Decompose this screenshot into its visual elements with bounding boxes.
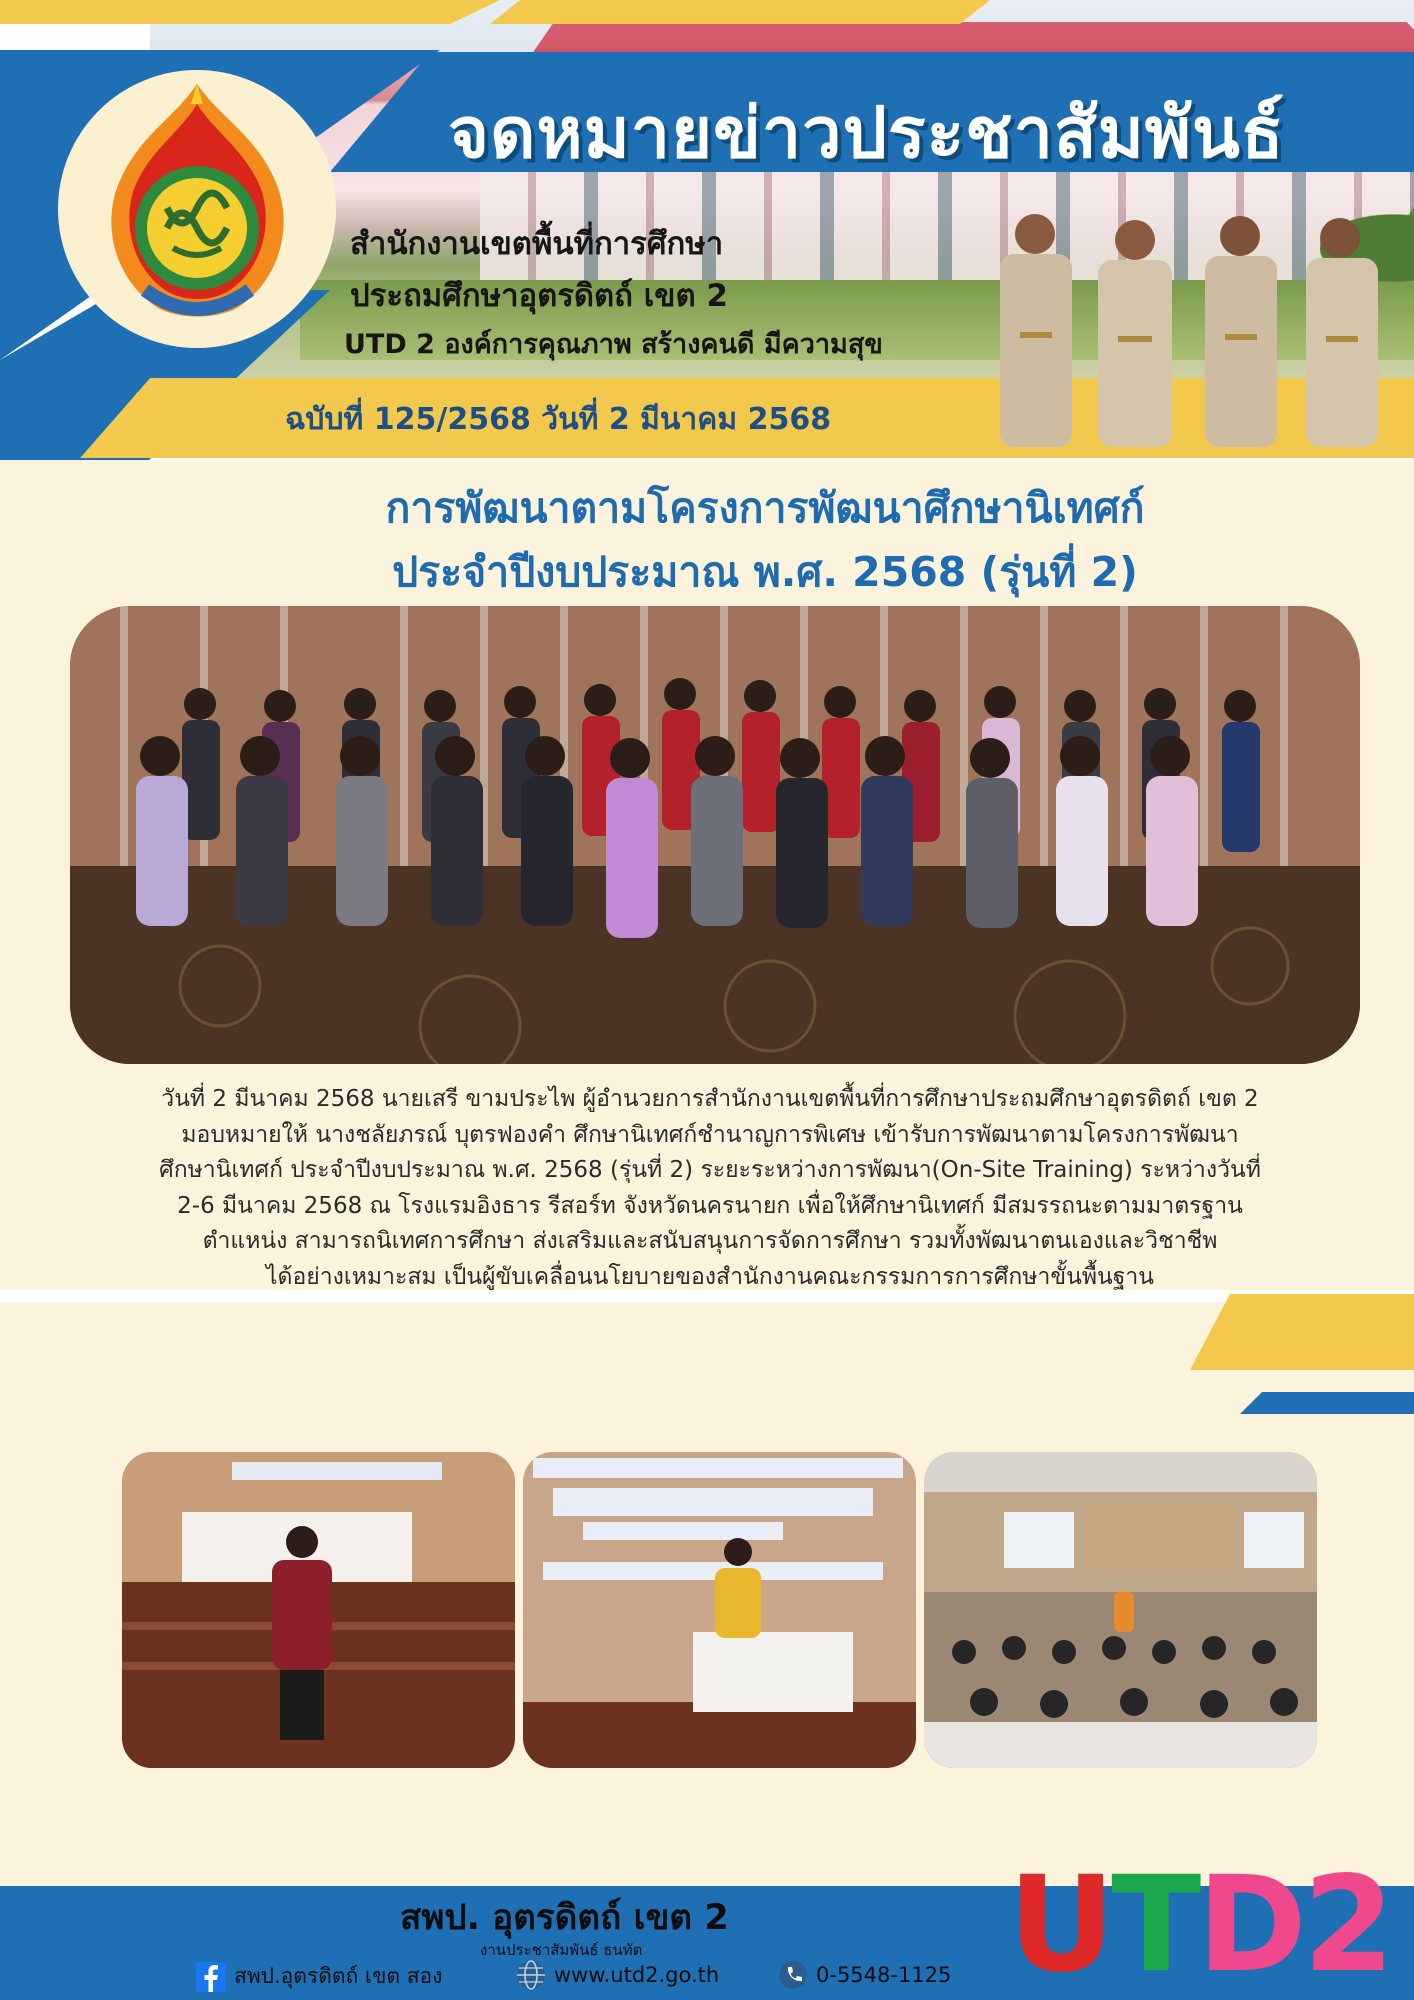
svg-text:UTD2: UTD2 (1008, 1848, 1391, 1998)
website-link[interactable] (516, 1960, 719, 1990)
body-line: ได้อย่างเหมาะสม เป็นผู้ขับเคลื่อนนโยบายของสำนักงานคณะกรรมการการศึกษาขั้นพื้นฐาน (265, 1263, 1155, 1290)
globe-icon (516, 1960, 546, 1990)
body-line: ตำแหน่ง สามารถนิเทศการศึกษา ส่งเสริมและสนับสนุนการจัดการศึกษา รวมทั้งพัฒนาตนเองและวิชาชีพ (202, 1228, 1218, 1254)
org-name-line2: ประถมศึกษาอุตรดิตถ์ เขต 2 (350, 278, 728, 314)
main-group-photo (70, 606, 1360, 1064)
body-line: วันที่ 2 มีนาคม 2568 นายเสรี ขามประไพ ผู้อำนวยการสำนักงานเขตพื้นที่การศึกษาประถมศึกษาอุตรดิตถ์ เขต 2 (161, 1086, 1259, 1112)
body-line: ศึกษานิเทศก์ ประจำปีงบประมาณ พ.ศ. 2568 (รุ่นที่ 2) ระยะระหว่างการพัฒนา(On-Site Training) ระหว่างวันที่ (159, 1157, 1261, 1183)
body-line: 2-6 มีนาคม 2568 ณ โรงแรมอิงธาร รีสอร์ท จังหวัดนครนายก เพื่อให้ศึกษานิเทศก์ มีสมรรถนะตามมาตรฐาน (177, 1192, 1243, 1219)
body-line: มอบหมายให้ นางชลัยภรณ์ บุตรฟองคำ ศึกษานิเทศก์ชำนาญการพิเศษ เข้ารับการพัฒนาตามโครงการพัฒนา (181, 1121, 1239, 1148)
facebook-icon (196, 1962, 226, 1992)
headline-line2: ประจำปีงบประมาณ พ.ศ. 2568 (รุ่นที่ 2) (392, 548, 1138, 596)
footer-org-name: สพป. อุตรดิตถ์ เขต 2 (400, 1898, 729, 1938)
slogan: UTD 2 องค์การคุณภาพ สร้างคนดี มีความสุข (344, 329, 883, 360)
activity-photo-3 (924, 1452, 1317, 1768)
lower-decoration (0, 1290, 1414, 1430)
footer-credit: งานประชาสัมพันธ์ ธนทัต (480, 1941, 643, 1959)
activity-photo-1 (122, 1452, 515, 1768)
org-name-line1: สำนักงานเขตพื้นที่การศึกษา (350, 226, 724, 262)
phone-icon (778, 1960, 808, 1990)
headline-line1: การพัฒนาตามโครงการพัฒนาศึกษานิเทศก์ (385, 484, 1145, 532)
website-label: www.utd2.go.th (554, 1963, 720, 1987)
activity-photo-2 (523, 1452, 916, 1768)
issue-number: ฉบับที่ 125/2568 วันที่ 2 มีนาคม 2568 (285, 402, 832, 437)
article-body (80, 1082, 1340, 1295)
utd2-brand-logo (1008, 1848, 1406, 1998)
newsletter-title: จดหมายข่าวประชาสัมพันธ์ (448, 92, 1285, 174)
obec-emblem-logo (95, 78, 300, 328)
officials-photo (990, 212, 1390, 447)
facebook-link[interactable] (196, 1960, 442, 1993)
facebook-label: สพป.อุตรดิตถ์ เขต สอง (234, 1964, 443, 1988)
phone-label: 0-5548-1125 (816, 1963, 952, 1987)
phone-link[interactable] (778, 1960, 951, 1990)
